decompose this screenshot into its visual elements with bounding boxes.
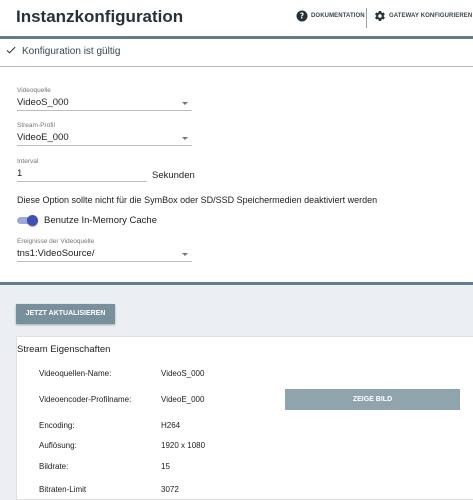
- interval-input[interactable]: [17, 158, 147, 182]
- prop-value: 1920 x 1080: [161, 441, 206, 450]
- header-divider: [366, 8, 367, 28]
- show-image-button[interactable]: ZEIGE BILD: [285, 389, 460, 410]
- page-title: Instanzkonfiguration: [16, 7, 184, 26]
- in-memory-cache-toggle[interactable]: [16, 214, 38, 226]
- gateway-config-link[interactable]: [374, 10, 472, 22]
- stream-properties-card: [16, 336, 473, 500]
- stream-profile-underline: [17, 145, 192, 146]
- stream-profile-value: VideoE_000: [17, 132, 69, 143]
- app-header: [0, 0, 473, 36]
- dropdown-arrow-icon: [182, 253, 188, 256]
- gateway-config-label: GATEWAY KONFIGURIEREN: [389, 13, 473, 19]
- video-events-underline: [17, 261, 192, 262]
- video-events-select[interactable]: [17, 238, 192, 262]
- stream-properties-title: Stream Eigenschaften: [17, 344, 111, 355]
- status-divider: [0, 66, 473, 67]
- prop-value: 3072: [161, 485, 179, 494]
- prop-value: H264: [161, 421, 181, 430]
- interval-label: Interval: [17, 158, 39, 165]
- interval-underline: [17, 181, 147, 182]
- prop-label: Videoencoder-Profilname:: [39, 395, 132, 404]
- prop-label: Auflösung:: [39, 441, 77, 450]
- video-events-value: tns1:VideoSource/: [17, 248, 95, 259]
- video-source-select[interactable]: [17, 87, 192, 111]
- documentation-label: DOKUMENTATION: [311, 13, 365, 19]
- gear-icon: [374, 10, 386, 22]
- interval-value: 1: [17, 168, 23, 179]
- check-icon: [5, 44, 17, 56]
- help-icon: [296, 10, 308, 22]
- svg-text:?: ?: [299, 11, 305, 21]
- toggle-thumb: [27, 215, 38, 226]
- video-source-label: Videoquelle: [17, 87, 51, 94]
- video-source-value: VideoS_000: [17, 97, 69, 108]
- prop-label: Bitraten-Limit: [39, 485, 87, 494]
- cache-warning-text: Diese Option sollte nicht für die SymBox oder SD/SSD Speichermedien deaktiviert werden: [17, 195, 378, 205]
- stream-profile-select[interactable]: [17, 122, 192, 146]
- prop-value: VideoS_000: [161, 369, 205, 378]
- interval-unit: Sekunden: [152, 170, 195, 181]
- prop-label: Videoquellen-Name:: [39, 369, 112, 378]
- prop-label: Bildrate:: [39, 462, 69, 471]
- video-source-underline: [17, 110, 192, 111]
- dropdown-arrow-icon: [182, 102, 188, 105]
- prop-label: Encoding:: [39, 421, 75, 430]
- stream-profile-label: Stream-Profil: [17, 122, 55, 129]
- documentation-link[interactable]: [296, 10, 365, 22]
- in-memory-cache-label: Benutze In-Memory Cache: [44, 215, 157, 226]
- prop-value: VideoE_000: [161, 395, 205, 404]
- dropdown-arrow-icon: [182, 137, 188, 140]
- validation-text: Konfiguration ist gültig: [22, 46, 121, 57]
- validation-status: [0, 39, 473, 66]
- update-now-button[interactable]: JETZT AKTUALISIEREN: [16, 304, 115, 324]
- video-events-label: Ereignisse der Videoquelle: [17, 238, 95, 245]
- prop-value: 15: [161, 462, 170, 471]
